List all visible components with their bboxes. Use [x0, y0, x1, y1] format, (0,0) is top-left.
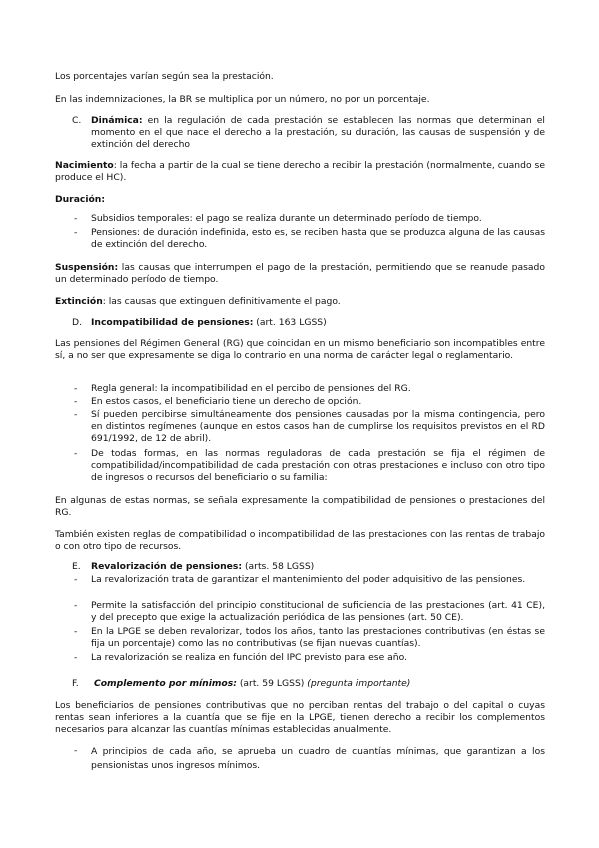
section-c-title: Dinámica:	[91, 115, 143, 126]
paragraph-extincion	[55, 296, 545, 308]
e-item-1: La revalorización trata de garantizar el mantenimiento del poder adquisitivo de las pensiones.	[91, 574, 526, 585]
nacimiento-text: : la fecha a partir de la cual se tiene derecho a recibir la prestación (normalmente, cuando se produce el HC).	[55, 160, 545, 183]
section-f-note: (pregunta importante)	[307, 678, 411, 689]
f-item-1: A principios de cada año, se aprueba un cuadro de cuantías mínimas, que garantizan a los pensionistas unos ingresos mínimos.	[91, 746, 545, 771]
section-f-letter: F.	[72, 678, 79, 689]
section-f-intro: Los beneficiarios de pensiones contributivas que no perciban rentas del trabajo o del capital o cuyas rentas sean inferiores a la cuantía que se fije en la LPGE, tienen derecho a recibir los complementos necesarios para alcanzar las cuantías mínimas establecidas anualmente.	[55, 700, 545, 735]
suspension-term: Suspensión:	[55, 262, 119, 273]
section-f-title: Complemento por mínimos:	[94, 678, 237, 689]
extincion-term: Extinción	[55, 296, 103, 307]
e-bullet-3: -	[74, 626, 78, 637]
section-d-ref: (art. 163 LGSS)	[253, 317, 327, 328]
section-e-heading	[91, 561, 545, 573]
d-item-3: Sí pueden percibirse simultáneamente dos pensiones causadas por la misma contingencia, pero en distintos regímenes (aunque en estos casos han de cumplirse los requisitos previstos en el RD 691/1992, de 12 de abril).	[91, 409, 545, 444]
f-bullet-1: -	[74, 745, 78, 756]
section-f-ref: (art. 59 LGSS)	[236, 678, 308, 689]
section-e-ref: (arts. 58 LGSS)	[242, 561, 315, 572]
paragraph-suspension	[55, 262, 545, 286]
nacimiento-term: Nacimiento	[55, 160, 114, 171]
section-d-paragraph-1: En algunas de estas normas, se señala expresamente la compatibilidad de pensiones o prestaciones del RG.	[55, 495, 545, 518]
extincion-text: : las causas que extinguen definitivamente el pago.	[102, 296, 341, 307]
e-item-2: Permite la satisfacción del principio constitucional de suficiencia de las prestaciones (art. 41 CE), y del precepto que exige la actualización periódica de las pensiones (art. 50 CE).	[91, 600, 545, 623]
e-bullet-4: -	[74, 652, 78, 663]
section-c-letter: C.	[72, 115, 82, 126]
paragraph-indemnizaciones: En las indemnizaciones, la BR se multiplica por un número, no por un porcentaje.	[55, 94, 430, 105]
section-d-letter: D.	[72, 317, 82, 328]
e-bullet-2: -	[74, 600, 78, 611]
section-f-heading	[94, 678, 548, 690]
paragraph-porcentajes: Los porcentajes varían según sea la prestación.	[55, 71, 274, 82]
d-item-4: De todas formas, en las normas reguladoras de cada prestación se fija el régimen de compatibilidad/incompatibilidad de cada prestación con otras prestaciones e incluso con otro tipo de ingresos o recursos del beneficiario o su familia:	[91, 448, 545, 483]
duracion-item-2: Pensiones: de duración indefinida, esto es, se reciben hasta que se produzca alguna de las causas de extinción del derecho.	[91, 227, 545, 250]
duracion-heading: Duración:	[55, 194, 106, 205]
paragraph-nacimiento	[55, 160, 545, 184]
section-d-paragraph-2: También existen reglas de compatibilidad o incompatibilidad de las prestaciones con las rentas de trabajo o con otro tipo de recursos.	[55, 529, 545, 552]
suspension-text: las causas que interrumpen el pago de la prestación, permitiendo que se reanude pasado un determinado período de tiempo.	[55, 262, 545, 285]
d-bullet-2: -	[74, 396, 78, 407]
e-bullet-1: -	[74, 574, 78, 585]
duracion-bullet-2: -	[74, 227, 78, 238]
section-d-heading	[91, 317, 545, 329]
d-bullet-1: -	[74, 383, 78, 394]
duracion-item-1: Subsidios temporales: el pago se realiza durante un determinado período de tiempo.	[91, 213, 482, 224]
d-bullet-3: -	[74, 409, 78, 420]
section-e-letter: E.	[72, 561, 81, 572]
e-item-3: En la LPGE se deben revalorizar, todos los años, tanto las prestaciones contributivas (en éstas se fija un porcentaje) como las no contributivas (se fijan nuevas cuantías).	[91, 626, 545, 649]
d-item-2: En estos casos, el beneficiario tiene un derecho de opción.	[91, 396, 362, 407]
duracion-bullet-1: -	[74, 213, 78, 224]
d-bullet-4: -	[74, 448, 78, 459]
section-d-title: Incompatibilidad de pensiones:	[91, 317, 254, 328]
section-d-intro: Las pensiones del Régimen General (RG) que coincidan en un mismo beneficiario son incompatibles entre sí, a no ser que expresamente se diga lo contrario en una norma de carácter legal o reglamentario.	[55, 338, 545, 361]
section-c-text: en la regulación de cada prestación se establecen las normas que determinan el momento en el que nace el derecho a la prestación, su duración, las causas de suspensión y de extinción del derecho	[91, 115, 545, 150]
section-c-paragraph	[91, 115, 545, 151]
d-item-1: Regla general: la incompatibilidad en el percibo de pensiones del RG.	[91, 383, 411, 394]
section-e-title: Revalorización de pensiones:	[91, 561, 243, 572]
e-item-4: La revalorización se realiza en función del IPC previsto para ese año.	[91, 652, 407, 663]
